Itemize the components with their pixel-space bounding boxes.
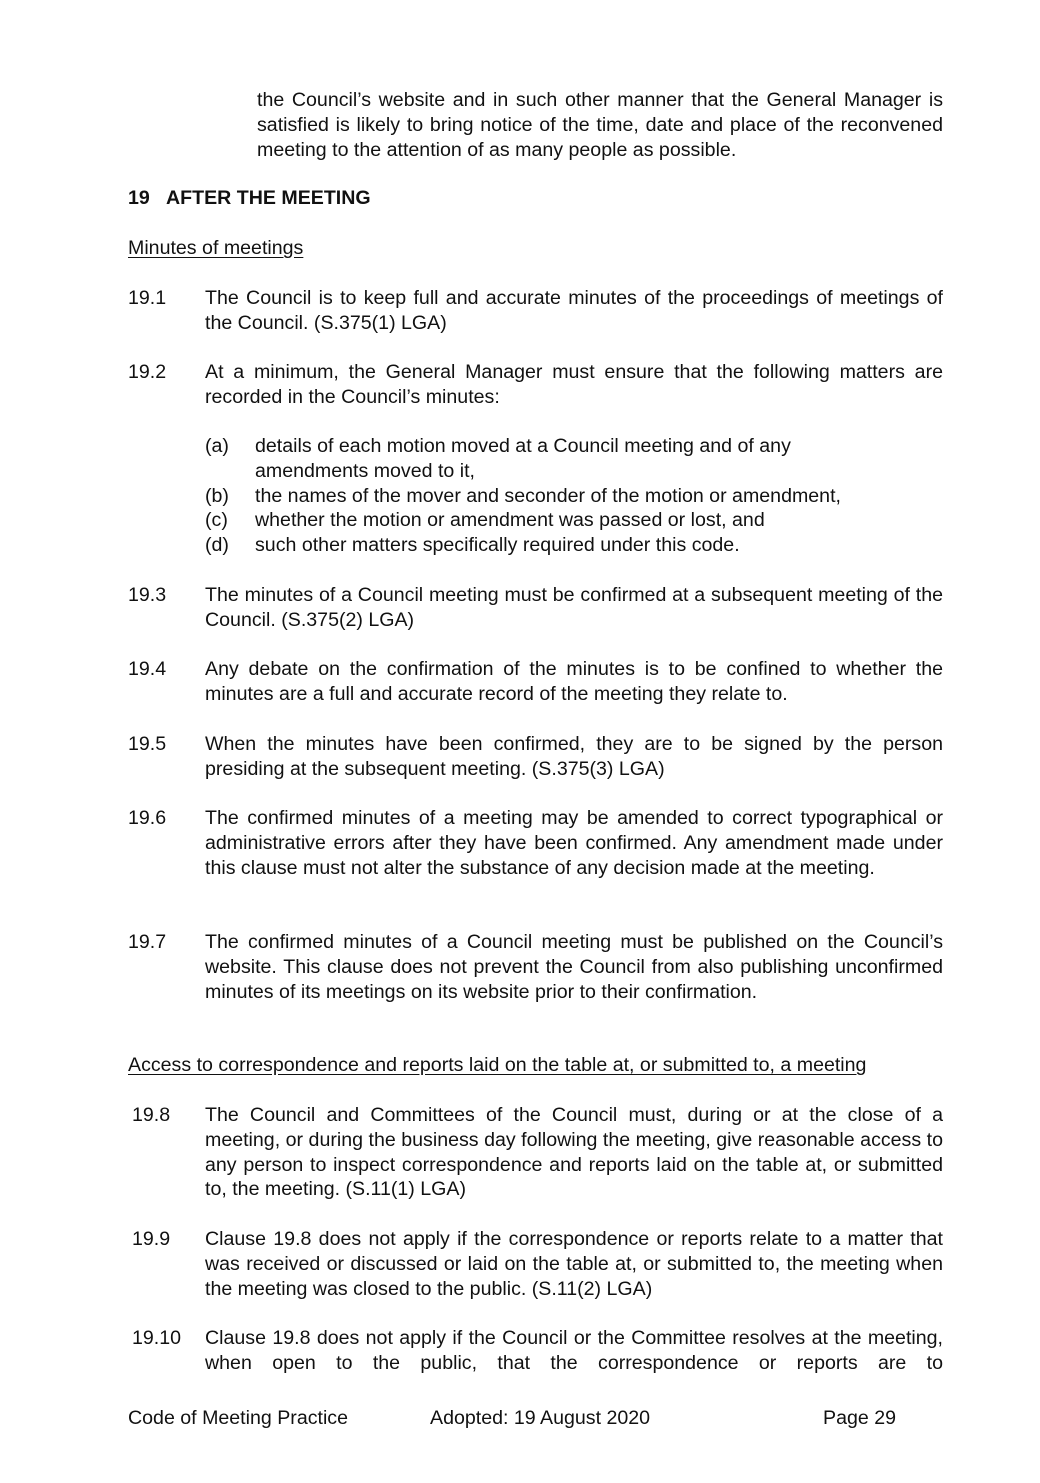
footer-page-number: Page 29 (823, 1407, 896, 1429)
clause-number: 19.4 (128, 658, 167, 680)
list-item-text: whether the motion or amendment was passed or lost, and (255, 509, 765, 532)
clause-number: 19.3 (128, 584, 167, 606)
clause-text: The Council and Committees of the Council must, during or at the close of a meeting, or during the business day following the meeting, give reasonable access to any person to inspect correspondence and reports laid on the table at, or submitted to, the meeting. (S.11(1) LGA) (205, 1104, 943, 1201)
subheading-access: Access to correspondence and reports laid on the table at, or submitted to, a meeting (128, 1054, 867, 1076)
footer-document-title: Code of Meeting Practice (128, 1407, 348, 1429)
list-item-text: such other matters specifically required under this code. (255, 534, 740, 557)
clause-text: Any debate on the confirmation of the minutes is to be confined to whether the minutes are a full and accurate record of the meeting they relate to. (205, 658, 943, 705)
list-item-letter: (b) (205, 484, 229, 507)
section-heading (128, 186, 371, 211)
clause-text: The minutes of a Council meeting must be confirmed at a subsequent meeting of the Council. (S.375(2) LGA) (205, 584, 943, 631)
clause-number: 19.8 (132, 1104, 171, 1126)
clause-19-8 (128, 1103, 943, 1202)
clause-19-6 (128, 806, 943, 880)
clause-number: 19.9 (132, 1228, 171, 1250)
section-title: AFTER THE MEETING (166, 187, 371, 209)
clause-number: 19.7 (128, 931, 167, 953)
footer-adopted-date: Adopted: 19 August 2020 (430, 1407, 651, 1429)
list-item-text: the names of the mover and seconder of the motion or amendment, (255, 484, 841, 507)
clause-19-7 (128, 930, 943, 1004)
clause-text: The confirmed minutes of a meeting may be amended to correct typographical or administrative errors after they have been confirmed. Any amendment made under this clause must not alter the substance of any decision made at the meeting. (205, 807, 943, 879)
clause-19-5 (128, 732, 943, 782)
subheading-minutes: Minutes of meetings (128, 237, 304, 259)
clause-19-4 (128, 657, 943, 707)
clause-text: Clause 19.8 does not apply if the correspondence or reports relate to a matter that was received or discussed or laid on the table at, or submitted to, the meeting when the meeting was closed to the public. (S.11(2) LGA) (205, 1228, 943, 1300)
clause-number: 19.6 (128, 807, 167, 829)
clause-number: 19.5 (128, 733, 167, 755)
clause-19-3 (128, 583, 943, 633)
clause-19-10 (128, 1326, 943, 1376)
section-number: 19 (128, 187, 150, 209)
continued-paragraph: the Council’s website and in such other manner that the General Manager is satisfied is likely to bring notice of the time, date and place of the reconvened meeting to the attention of as many people as possible. (257, 89, 943, 161)
list-item-text: details of each motion moved at a Council meeting and of any amendments moved to it, (255, 435, 791, 482)
clause-19-2-list (205, 434, 943, 558)
page-footer (128, 1406, 908, 1432)
list-item (205, 434, 943, 484)
clause-19-1 (128, 286, 943, 336)
clause-19-9 (128, 1227, 943, 1301)
list-item-letter: (d) (205, 534, 229, 557)
clause-number: 19.10 (132, 1327, 182, 1349)
list-item-letter: (a) (205, 435, 229, 457)
list-item (205, 533, 943, 558)
clause-number: 19.2 (128, 361, 167, 383)
list-item (205, 484, 943, 509)
clause-text: At a minimum, the General Manager must ensure that the following matters are recorded in the Council’s minutes: (205, 361, 943, 408)
clause-text: The Council is to keep full and accurate minutes of the proceedings of meetings of the Council. (S.375(1) LGA) (205, 287, 943, 334)
clause-19-2 (128, 360, 943, 410)
list-item-letter: (c) (205, 509, 228, 532)
clause-text: The confirmed minutes of a Council meeting must be published on the Council’s website. This clause does not prevent the Council from also publishing unconfirmed minutes of its meetings on its website prior to their confirmation. (205, 931, 943, 1003)
clause-number: 19.1 (128, 287, 167, 309)
clause-text: Clause 19.8 does not apply if the Council or the Committee resolves at the meeting, when open to the public, that the correspondence or reports are to (205, 1327, 943, 1374)
clause-text: When the minutes have been confirmed, they are to be signed by the person presiding at the subsequent meeting. (S.375(3) LGA) (205, 733, 943, 780)
list-item (205, 508, 943, 533)
